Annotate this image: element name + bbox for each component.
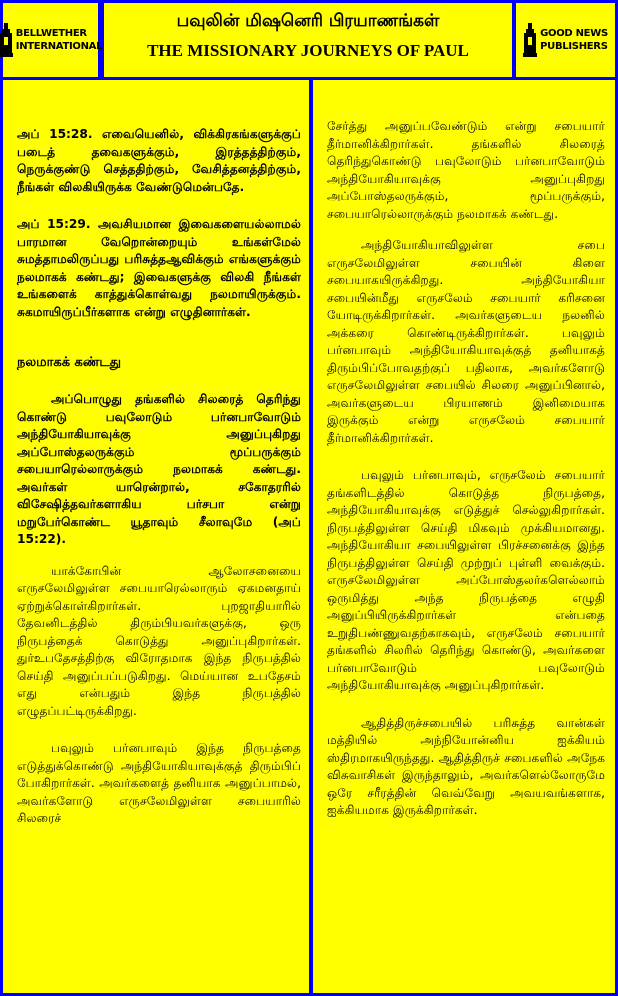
bellwether-logo-icon (0, 23, 13, 57)
section-heading: நலமாகக் கண்டது (17, 355, 122, 370)
bellwether-logo-line2: INTERNATIONAL (15, 41, 103, 52)
good-news-logo-line2: PUBLISHERS (540, 41, 608, 52)
verse-acts-15-29: அப் 15:29. அவசியமான இவைகளையல்லாமல் பாரமான வேறொன்றையும் உங்கள்மேல் சுமத்தாமலிருப்பது பரிசுத்தஆவிக்கும் எங்களுக்கும் நலமாகக் கண்டது; இவைகளுக்கு விலகி நீங்கள் உங்களைக் காத்துக்கொள்வது நலமாயிருக்கும். சுகமாயிருப்பீர்களாக என்று எழுதினார்கள். (17, 217, 301, 319)
paragraph: சேர்த்து அனுப்பவேண்டும் என்று சபையார் தீர்மானிக்கிறார்கள். தங்களில் சிலரைத் தெரிந்துகொண்டு பவுலோடும் பர்னபாவோடும் அந்தியோகியாவுக்கு அனுப்புகிறது அப்போஸ்தலருக்கும், மூப்பருக்கும், சபையாரெல்லாருக்கும் நலமாகக் கண்டது. (327, 119, 605, 221)
page-title-tamil: பவுலின் மிஷனெரி பிரயாணங்கள் (176, 11, 440, 31)
paragraph-bold-quote: அப்பொழுது தங்களில் சிலரைத் தெரிந்து கொண்டு பவுலோடும் பர்னபாவோடும் அந்தியோகியாவுக்கு அனுப்புகிறது அப்போஸ்தலருக்கும் மூப்பருக்கும் சபையாரெல்லாருக்கும் நலமாகக் கண்டது. அவர்கள் யாரென்றால், சகோதரரில் விசேஷித்தவர்களாகிய பர்சபா என்று மறுபேர்கொண்ட யூதாவும் சீலாவுமே (அப் 15:22). (17, 392, 301, 546)
left-column (3, 80, 309, 993)
good-news-logo-icon (523, 23, 537, 57)
paragraph: யாக்கோபின் ஆலோசனையை எருசலேமிலுள்ள சபையாரெல்லாரும் ஏகமனதாய் ஏற்றுக்கொள்கிறார்கள். புறஜாதியாரில் தேவனிடத்தில் திரும்பியவர்களுக்கு, ஒரு நிருபத்தைக் கொடுத்து அனுப்புகிறார்கள். துர்உபதேசத்திற்கு விரோதமாக இந்த நிருபத்தில் செய்தி அனுப்பப்படுகிறது. மெய்யான உபதேசம் எது என்பதும் இந்த நிருபத்தில் எழுதப்பட்டிருக்கிறது. (17, 563, 301, 718)
bellwether-logo-line1: BELLWETHER (15, 28, 87, 39)
good-news-logo-line1: GOOD NEWS (540, 28, 608, 39)
verse-acts-15-28: அப் 15:28. எவையெனில், விக்கிரகங்களுக்குப் படைத் தவைகளுக்கும், இரத்தத்திற்கும், நெருக்குண்டு செத்ததிற்கும், வேசித்தனத்திற்கும், நீங்கள் விலகியிருக்க வேண்டுமென்பதே. (17, 127, 301, 194)
page-title-english: THE MISSIONARY JOURNEYS OF PAUL (147, 41, 469, 60)
paragraph: அந்தியோகியாவிலுள்ள சபை எருசலேமிலுள்ள சபையின் கிளை சபையாகயிருக்கிறது. அந்தியோகியா சபையின்மீது எருசலேம் சபையார் கரிசனை யோடிருக்கிறார்கள். அவர்களுடைய நலனில் அக்கரை கொண்டிருக்கிறார்கள். பவுலும் பர்னபாவும் அந்தியோகியாவுக்குத் தனியாகத் திரும்பிப்போவதற்குப் பதிலாக, அவர்களோடு எருசலேமிலுள்ள சபையில் சிலரை அனுப்பினால், அவர்களுடைய பிரயாணம் இனிமையாக இருக்கும் என்று எருசலேம் சபையார் தீர்மானிக்கிறார்கள். (327, 238, 605, 445)
bellwether-logo (3, 3, 103, 77)
paragraph: ஆதித்திருச்சபையில் பரிசுத்த வான்கள் மத்தியில் அந்நியோன்னிய ஐக்கியம் ஸ்திரமாகயிருந்தது. ஆதித்திருச் சபைகளில் அநேக விசுவாசிகள் இருந்தாலும், அவர்களெல்லோருமே ஒரே சரீரத்தின் வெவ்வேறு அவயவங்களாக, ஐக்கியமாக இருக்கிறார்கள். (327, 715, 605, 817)
paragraph: பவுலும் பர்னபாவும் இந்த நிருபத்தை எடுத்துக்கொண்டு அந்தியோகியாவுக்குத் திரும்பிப் போகிறார்கள். அவர்களைத் தனியாக அனுப்பாமல், அவர்களோடு எருசலேமிலுள்ள சபையாரில் சிலரைச் (17, 741, 301, 825)
paragraph: பவுலும் பர்னபாவும், எருசலேம் சபையார் தங்களிடத்தில் கொடுத்த நிருபத்தை, அந்தியோகியாவுக்கு எடுத்துச் செல்லுகிறார்கள். நிருபத்திலுள்ள செய்தி மிகவும் முக்கியமானது. அந்தியோகியா சபையிலுள்ள பிரச்சனைக்கு இந்த நிருபத்திலுள்ள செய்தி முற்றுப் புள்ளி வைக்கும். எருசலேமிலுள்ள அப்போஸ்தலர்களெல்லாம் ஒருமித்து அந்த நிருபத்தை எழுதி அனுப்பியிருக்கிறார்கள் என்பதை உறுதிபண்ணுவதற்காகவும், எருசலேம் சபையார் தங்களில் சிலரில் தெரிந்து கொண்டு, அவர்களை பர்னபாவோடும் பவுலோடும் அந்தியோகியாவுக்கு அனுப்புகிறார்கள். (327, 468, 605, 692)
right-column (313, 80, 615, 993)
title-box (104, 3, 512, 77)
good-news-publishers-logo (516, 3, 615, 77)
